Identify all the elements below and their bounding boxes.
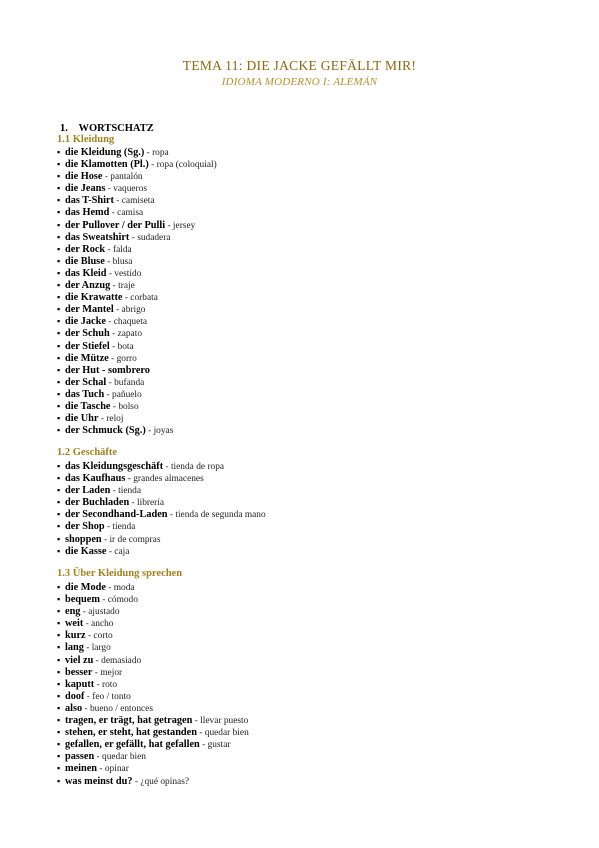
vocab-item — [57, 629, 249, 641]
german-term: shoppen — [65, 533, 102, 545]
separator: - — [82, 703, 90, 714]
spanish-translation: ir de compras — [109, 534, 161, 545]
german-term: der Schal — [65, 376, 107, 388]
bullet-icon: ▪ — [57, 678, 61, 689]
spanish-translation: moda — [113, 583, 135, 593]
separator: - — [110, 401, 119, 412]
spanish-translation: tienda — [112, 522, 136, 533]
vocab-item — [57, 182, 217, 194]
vocab-item — [57, 340, 217, 352]
vocab-item — [57, 520, 266, 532]
vocab-item — [57, 279, 217, 291]
spanish-translation: feo / tonto — [92, 691, 131, 702]
separator: - — [109, 329, 118, 340]
german-term: der Secondhand-Laden — [65, 509, 168, 521]
german-term: die Hose — [65, 171, 103, 183]
separator: - — [99, 595, 108, 606]
vocab-item — [57, 617, 249, 629]
vocab-item — [57, 303, 217, 315]
german-term: die Kasse — [65, 545, 107, 557]
separator: - — [102, 172, 111, 183]
bullet-icon: ▪ — [57, 243, 61, 254]
subsection-heading-geschaefte: 1.2 Geschäfte — [57, 447, 118, 458]
german-term: die Mode — [65, 582, 106, 593]
spanish-translation: ajustado — [88, 607, 120, 618]
bullet-icon: ▪ — [57, 425, 61, 436]
spanish-translation: zapato — [117, 329, 143, 340]
vocab-item — [57, 545, 266, 557]
spanish-translation: pañuelo — [112, 389, 142, 400]
german-term: die Jacke — [65, 316, 106, 328]
german-term: das Sweatshirt — [65, 231, 130, 243]
section-heading — [60, 123, 154, 134]
vocab-item — [57, 654, 249, 666]
bullet-icon: ▪ — [57, 316, 61, 327]
vocab-item — [57, 206, 217, 218]
german-term: bequem — [65, 594, 100, 606]
spanish-translation: camiseta — [121, 196, 155, 207]
bullet-icon: ▪ — [57, 715, 61, 726]
bullet-icon: ▪ — [57, 763, 61, 774]
spanish-translation: librería — [137, 498, 165, 509]
bullet-icon: ▪ — [57, 594, 61, 605]
bullet-icon: ▪ — [57, 183, 61, 194]
vocab-item — [57, 400, 217, 412]
vocab-item — [57, 267, 217, 279]
bullet-icon: ▪ — [57, 509, 61, 520]
spanish-translation: caja — [114, 546, 130, 557]
separator: - — [148, 160, 157, 171]
separator: - — [80, 607, 89, 618]
vocab-item — [57, 593, 249, 605]
bullet-icon: ▪ — [57, 376, 61, 387]
vocab-list-geschaefte — [57, 460, 266, 557]
separator: - — [113, 196, 122, 207]
german-term: besser — [65, 666, 93, 678]
separator: - — [192, 716, 201, 727]
vocab-item — [57, 496, 266, 508]
german-term: lang — [65, 642, 84, 654]
vocab-item — [57, 158, 217, 170]
vocab-item — [57, 678, 249, 690]
bullet-icon: ▪ — [57, 413, 61, 424]
vocab-item — [57, 219, 217, 231]
bullet-icon: ▪ — [57, 292, 61, 303]
german-term: doof — [65, 690, 85, 702]
vocab-item — [57, 605, 249, 617]
german-term: der Shop — [65, 521, 105, 533]
bullet-icon: ▪ — [57, 485, 61, 496]
vocab-item — [57, 762, 249, 774]
german-term: der Schmuck (Sg.) — [65, 425, 146, 437]
bullet-icon: ▪ — [57, 400, 61, 411]
german-term: die Bluse — [65, 255, 105, 267]
spanish-translation: camisa — [117, 208, 144, 219]
bullet-icon: ▪ — [57, 775, 61, 786]
bullet-icon: ▪ — [57, 147, 61, 157]
spanish-translation: traje — [118, 281, 135, 292]
bullet-icon: ▪ — [57, 473, 61, 484]
bullet-icon: ▪ — [57, 207, 61, 218]
separator: - — [132, 776, 141, 787]
bullet-icon: ▪ — [57, 219, 61, 230]
spanish-translation: tienda de segunda mano — [175, 510, 266, 521]
vocab-item — [57, 533, 266, 545]
german-term: das Kleid — [65, 267, 107, 279]
separator: - — [83, 643, 92, 654]
bullet-icon: ▪ — [57, 521, 61, 532]
spanish-translation: blusa — [112, 256, 133, 267]
vocab-list-kleidung — [57, 146, 217, 436]
german-term: was meinst du? — [65, 775, 133, 787]
subsection-heading-ueber-kleidung-sprechen: 1.3 Über Kleidung sprechen — [57, 568, 183, 579]
separator: - — [122, 293, 131, 304]
german-term: passen — [65, 751, 95, 763]
vocab-item — [57, 690, 249, 702]
spanish-translation: corbata — [130, 293, 158, 304]
separator: - — [145, 426, 154, 437]
vocab-item — [57, 472, 266, 484]
vocab-item — [57, 255, 217, 267]
spanish-translation: bueno / entonces — [89, 703, 153, 714]
separator: - — [104, 389, 113, 400]
spanish-translation: demasiado — [101, 655, 142, 666]
bullet-icon: ▪ — [57, 328, 61, 339]
bullet-icon: ▪ — [57, 280, 61, 291]
separator: - — [101, 534, 110, 545]
spanish-translation: gustar — [207, 740, 231, 751]
vocab-item — [57, 775, 249, 787]
separator: - — [129, 498, 137, 509]
separator: - — [97, 764, 105, 775]
separator: - — [110, 281, 119, 292]
vocab-item — [57, 750, 249, 762]
bullet-icon: ▪ — [57, 654, 61, 665]
spanish-translation: bufanda — [114, 377, 145, 388]
spanish-translation: bolso — [118, 401, 139, 412]
german-term: der Laden — [65, 485, 111, 497]
bullet-icon: ▪ — [57, 267, 61, 278]
vocab-item — [57, 352, 217, 364]
vocab-item — [57, 726, 249, 738]
separator: - — [106, 268, 115, 279]
vocab-item — [57, 364, 217, 376]
spanish-translation: quedar bien — [204, 728, 249, 739]
spanish-translation: quedar bien — [102, 752, 146, 763]
spanish-translation: ropa (coloquial) — [156, 160, 217, 171]
separator: - — [105, 583, 114, 593]
bullet-icon: ▪ — [57, 690, 61, 701]
vocab-item — [57, 460, 266, 472]
spanish-translation: ropa — [152, 148, 169, 158]
separator: - — [92, 667, 101, 678]
separator: - — [125, 474, 134, 485]
vocab-item — [57, 231, 217, 243]
vocab-item — [57, 388, 217, 400]
vocab-item — [57, 146, 217, 158]
german-term: die Krawatte — [65, 292, 123, 304]
bullet-icon: ▪ — [57, 255, 61, 266]
bullet-icon: ▪ — [57, 195, 61, 206]
vocab-item — [57, 508, 266, 520]
german-term: gefallen, er gefällt, hat gefallen — [65, 739, 200, 751]
bullet-icon: ▪ — [57, 630, 61, 641]
separator: - — [106, 546, 115, 557]
separator: - — [94, 752, 102, 763]
german-term: die Uhr — [65, 413, 99, 425]
spanish-translation: falda — [112, 244, 132, 255]
spanish-translation: vestido — [114, 268, 142, 279]
german-term: die Tasche — [65, 400, 111, 412]
spanish-translation: cómodo — [107, 595, 138, 606]
separator: - — [144, 148, 153, 158]
bullet-icon: ▪ — [57, 352, 61, 363]
german-term: der Anzug — [65, 280, 111, 292]
separator: - — [199, 740, 208, 751]
german-term: das Kleidungsgeschäft — [65, 461, 164, 472]
bullet-icon: ▪ — [57, 461, 61, 471]
bullet-icon: ▪ — [57, 642, 61, 653]
german-term: der Buchladen — [65, 497, 130, 509]
bullet-icon: ▪ — [57, 231, 61, 242]
german-term: meinen — [65, 763, 98, 775]
separator: - — [94, 679, 102, 690]
spanish-translation: mejor — [100, 667, 123, 678]
vocab-item — [57, 738, 249, 750]
section-title: WORTSCHATZ — [78, 123, 154, 134]
spanish-translation: opinar — [104, 764, 129, 775]
vocab-item — [57, 327, 217, 339]
german-term: stehen, er steht, hat gestanden — [65, 727, 197, 739]
vocab-item — [57, 666, 249, 678]
german-term: der Stiefel — [65, 340, 110, 352]
separator: - — [105, 317, 114, 328]
vocab-item — [57, 315, 217, 327]
separator: - — [109, 341, 118, 352]
separator: - — [98, 414, 107, 425]
bullet-icon: ▪ — [57, 618, 61, 629]
vocab-item — [57, 484, 266, 496]
german-term: tragen, er trägt, hat getragen — [65, 715, 193, 727]
separator: - — [129, 232, 138, 243]
separator: - — [104, 522, 113, 533]
vocab-item — [57, 714, 249, 726]
separator: - — [109, 208, 118, 219]
bullet-icon: ▪ — [57, 545, 61, 556]
german-term: das Kaufhaus — [65, 473, 126, 485]
german-term: also — [65, 702, 83, 714]
german-term: der Schuh — [65, 328, 110, 340]
spanish-translation: llevar puesto — [200, 716, 249, 727]
bullet-icon: ▪ — [57, 304, 61, 315]
separator: - — [108, 353, 117, 364]
vocab-item — [57, 194, 217, 206]
vocab-item — [57, 170, 217, 182]
separator: - — [104, 256, 113, 267]
vocab-list-ueber-kleidung — [57, 581, 249, 787]
bullet-icon: ▪ — [57, 159, 61, 170]
german-term: die Kleidung (Sg.) — [65, 147, 145, 158]
bullet-icon: ▪ — [57, 388, 61, 399]
separator: - — [167, 510, 176, 521]
vocab-item — [57, 291, 217, 303]
spanish-translation: ¿qué opinas? — [140, 776, 190, 787]
bullet-icon: ▪ — [57, 739, 61, 750]
german-term: der Pullover / der Pulli — [65, 219, 166, 231]
spanish-translation: joyas — [153, 426, 174, 437]
vocab-item — [57, 376, 217, 388]
bullet-icon: ▪ — [57, 533, 61, 544]
spanish-translation: ancho — [91, 619, 114, 630]
bullet-icon: ▪ — [57, 727, 61, 738]
document-subtitle: IDIOMA MODERNO I: ALEMÁN — [221, 76, 378, 88]
separator: - — [106, 377, 115, 388]
spanish-translation: largo — [91, 643, 111, 654]
spanish-translation: bota — [117, 341, 134, 352]
spanish-translation: pantalón — [110, 172, 143, 183]
spanish-translation: vaqueros — [113, 184, 147, 195]
separator: - — [85, 631, 94, 642]
vocab-item — [57, 412, 217, 424]
german-term: kaputt — [65, 678, 95, 690]
spanish-translation: reloj — [106, 414, 124, 425]
spanish-translation: jersey — [172, 220, 196, 231]
german-term: die Jeans — [65, 183, 106, 195]
spanish-translation: grandes almacenes — [133, 474, 204, 485]
german-term: die Mütze — [65, 352, 109, 364]
document-title: TEMA 11: DIE JACKE GEFÄLLT MIR! — [182, 58, 417, 73]
separator: - — [113, 305, 122, 316]
german-term: das Tuch — [65, 388, 105, 400]
german-term: der Mantel — [65, 304, 114, 316]
spanish-translation: corto — [93, 631, 113, 642]
separator: - — [93, 655, 102, 666]
subsection-heading-kleidung: 1.1 Kleidung — [57, 134, 115, 145]
spanish-translation: abrigo — [121, 305, 146, 316]
german-term: der Rock — [65, 243, 106, 255]
bullet-icon: ▪ — [57, 751, 61, 762]
bullet-icon: ▪ — [57, 340, 61, 351]
vocab-item — [57, 581, 249, 593]
separator: - — [110, 486, 119, 497]
spanish-translation: sudadera — [137, 232, 171, 243]
spanish-translation: roto — [102, 679, 118, 690]
separator: - — [196, 728, 205, 739]
spanish-translation: gorro — [116, 353, 137, 364]
bullet-icon: ▪ — [57, 606, 61, 617]
separator: - — [105, 244, 113, 255]
bullet-icon: ▪ — [57, 364, 61, 375]
bullet-icon: ▪ — [57, 582, 61, 592]
vocab-item — [57, 641, 249, 653]
separator: - — [105, 184, 114, 195]
vocab-item — [57, 243, 217, 255]
vocab-item — [57, 424, 217, 436]
german-term: weit — [65, 618, 84, 630]
vocab-item — [57, 702, 249, 714]
german-term: das T-Shirt — [65, 195, 114, 207]
bullet-icon: ▪ — [57, 497, 61, 508]
separator: - — [163, 462, 171, 472]
bullet-icon: ▪ — [57, 666, 61, 677]
german-term: die Klamotten (Pl.) — [65, 159, 149, 171]
bullet-icon: ▪ — [57, 171, 61, 182]
separator: - — [84, 691, 93, 702]
bullet-icon: ▪ — [57, 702, 61, 713]
separator: - — [165, 220, 173, 231]
german-term: das Hemd — [65, 207, 110, 219]
german-term: kurz — [65, 630, 86, 642]
spanish-translation: tienda — [118, 486, 142, 497]
german-term: viel zu — [65, 654, 94, 666]
section-number: 1. — [60, 123, 68, 134]
spanish-translation: chaqueta — [113, 317, 148, 328]
separator: - — [83, 619, 92, 630]
spanish-translation: tienda de ropa — [170, 462, 225, 472]
german-term: der Hut - sombrero — [65, 364, 150, 376]
german-term: eng — [65, 606, 81, 618]
